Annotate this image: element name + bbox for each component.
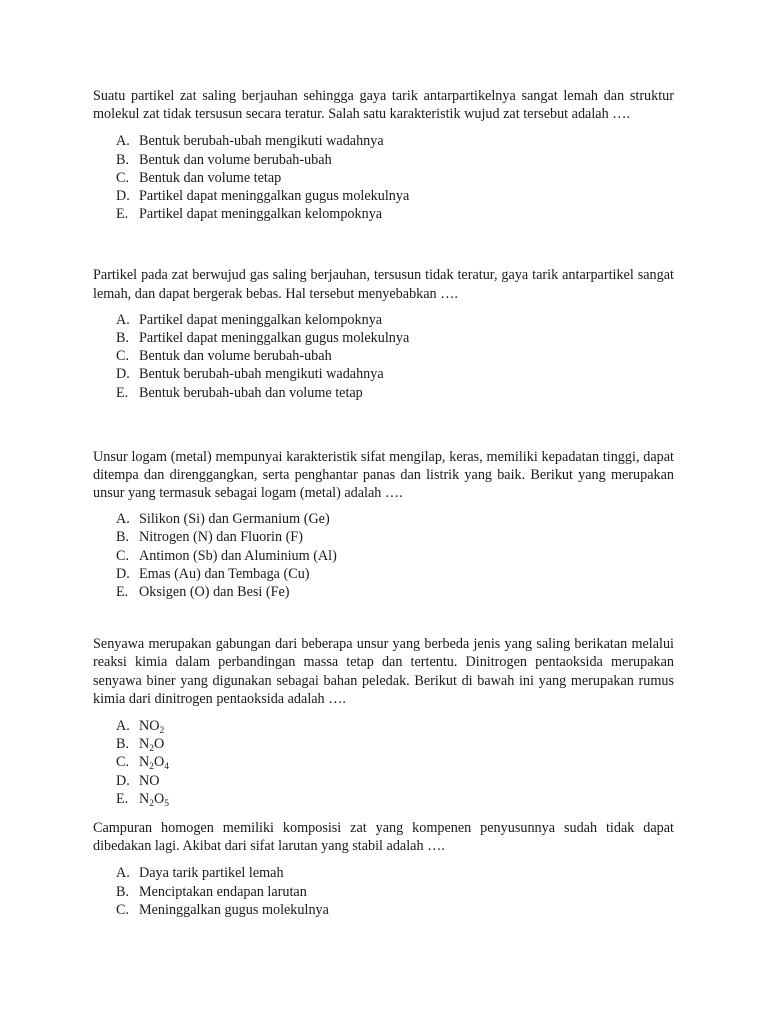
option-letter: A. — [116, 718, 130, 735]
option-letter: C. — [116, 547, 130, 564]
question-3-stem: Unsur logam (metal) mempunyai karakteristik sifat mengilap, keras, memiliki kepadatan tinggi, dapat ditempa dan direnggangkan, serta penghantar panas dan listrik yang baik. Berikut yang merupakan unsur yang termasuk sebagai logam (metal) adalah …. — [93, 448, 674, 502]
option-letter: D. — [116, 772, 130, 789]
option-c — [116, 547, 674, 565]
option-a — [116, 132, 674, 150]
option-b — [116, 528, 674, 546]
option-e — [116, 790, 674, 808]
question-1-options — [93, 132, 674, 223]
formula-subscript: 2 — [149, 744, 154, 755]
option-a — [116, 717, 674, 735]
option-a — [116, 864, 674, 882]
formula-text — [139, 717, 164, 735]
formula-part: NO — [139, 772, 160, 789]
option-letter: D. — [116, 187, 130, 204]
option-a — [116, 311, 674, 329]
question-1-stem: Suatu partikel zat saling berjauhan sehingga gaya tarik antarpartikelnya sangat lemah dan struktur molekul zat tidak tersusun secara teratur. Salah satu karakteristik wujud zat tersebut adalah …. — [93, 88, 674, 123]
option-b — [116, 329, 674, 347]
option-b — [116, 735, 674, 753]
option-e — [116, 583, 674, 601]
option-text: Emas (Au) dan Tembaga (Cu) — [139, 565, 310, 582]
option-text: Bentuk berubah-ubah mengikuti wadahnya — [139, 133, 384, 150]
formula-text — [139, 753, 169, 771]
option-d — [116, 365, 674, 383]
option-text: Silikon (Si) dan Germanium (Ge) — [139, 511, 330, 528]
option-text: Bentuk berubah-ubah mengikuti wadahnya — [139, 366, 384, 383]
option-c — [116, 753, 674, 771]
option-e — [116, 205, 674, 223]
question-3 — [93, 448, 674, 602]
option-letter: E. — [116, 790, 129, 807]
option-letter: E. — [116, 206, 129, 223]
option-letter: D. — [116, 565, 130, 582]
option-text: Meninggalkan gugus molekulnya — [139, 901, 329, 918]
formula-subscript: 4 — [164, 762, 169, 773]
formula-text — [139, 735, 164, 753]
question-5-options — [93, 864, 674, 919]
option-letter: E. — [116, 384, 129, 401]
formula-text — [139, 790, 169, 808]
option-letter: A. — [116, 311, 130, 328]
option-c — [116, 347, 674, 365]
option-text: Bentuk berubah-ubah dan volume tetap — [139, 384, 363, 401]
option-d — [116, 187, 674, 205]
formula-part: O — [154, 754, 165, 771]
formula-text — [139, 772, 160, 790]
option-text: Nitrogen (N) dan Fluorin (F) — [139, 529, 303, 546]
option-c — [116, 169, 674, 187]
option-text: Oksigen (O) dan Besi (Fe) — [139, 584, 290, 601]
option-letter: B. — [116, 329, 130, 346]
question-2 — [93, 266, 674, 401]
formula-subscript: 2 — [159, 726, 165, 737]
option-text: Partikel dapat meninggalkan gugus molekulnya — [139, 187, 410, 204]
question-4 — [93, 635, 674, 808]
option-text: Bentuk dan volume berubah-ubah — [139, 151, 332, 168]
option-letter: D. — [116, 366, 130, 383]
question-2-stem: Partikel pada zat berwujud gas saling berjauhan, tersusun tidak teratur, gaya tarik antarpartikel sangat lemah, dan dapat bergerak bebas. Hal tersebut menyebabkan …. — [93, 267, 674, 302]
option-text: Partikel dapat meninggalkan kelompoknya — [139, 311, 383, 328]
option-e — [116, 384, 674, 402]
option-text: Antimon (Sb) dan Aluminium (Al) — [139, 547, 337, 564]
option-d — [116, 565, 674, 583]
formula-part: N — [139, 754, 150, 771]
option-text: Partikel dapat meninggalkan kelompoknya — [139, 206, 383, 223]
formula-part: O — [154, 790, 165, 807]
formula-part: NO — [139, 718, 160, 735]
option-letter: B. — [116, 883, 130, 900]
option-text: Bentuk dan volume berubah-ubah — [139, 348, 332, 365]
formula-part: N — [139, 790, 150, 807]
option-b — [116, 151, 674, 169]
option-d — [116, 772, 674, 790]
option-letter: B. — [116, 529, 130, 546]
option-letter: A. — [116, 511, 130, 528]
option-text: Bentuk dan volume tetap — [139, 169, 282, 186]
option-text: Partikel dapat meninggalkan gugus molekulnya — [139, 329, 410, 346]
formula-subscript: 2 — [149, 762, 154, 773]
formula-part: O — [154, 736, 165, 753]
question-5-stem: Campuran homogen memiliki komposisi zat yang kompenen penyusunnya sudah tidak dapat dibedakan lagi. Akibat dari sifat larutan yang stabil adalah …. — [93, 819, 674, 855]
formula-part: N — [139, 736, 150, 753]
question-5 — [93, 819, 674, 919]
option-a — [116, 510, 674, 528]
option-letter: C. — [116, 348, 130, 365]
question-4-stem: Senyawa merupakan gabungan dari beberapa unsur yang berbeda jenis yang saling berikatan melalui reaksi kimia dalam perbandingan massa tetap dan tertentu. Dinitrogen pentaoksida merupakan senyawa biner yang digunakan sebagai bahan peledak. Berikut di bawah ini yang merupakan rumus kimia dari dinitrogen pentaoksida adalah …. — [93, 636, 674, 707]
question-1 — [93, 87, 674, 223]
question-3-options — [93, 510, 674, 601]
option-letter: B. — [116, 151, 130, 168]
formula-subscript: 5 — [164, 798, 169, 809]
option-letter: B. — [116, 736, 130, 753]
question-4-options — [93, 717, 674, 808]
option-b — [116, 883, 674, 901]
option-text: Menciptakan endapan larutan — [139, 883, 307, 900]
option-letter: C. — [116, 901, 130, 918]
option-letter: C. — [116, 754, 130, 771]
formula-subscript: 2 — [149, 798, 154, 809]
option-letter: C. — [116, 169, 130, 186]
option-letter: A. — [116, 133, 130, 150]
option-text: Daya tarik partikel lemah — [139, 865, 284, 882]
question-2-options — [93, 311, 674, 402]
question-sheet — [93, 87, 674, 919]
option-c — [116, 901, 674, 919]
option-letter: A. — [116, 865, 130, 882]
option-letter: E. — [116, 584, 129, 601]
